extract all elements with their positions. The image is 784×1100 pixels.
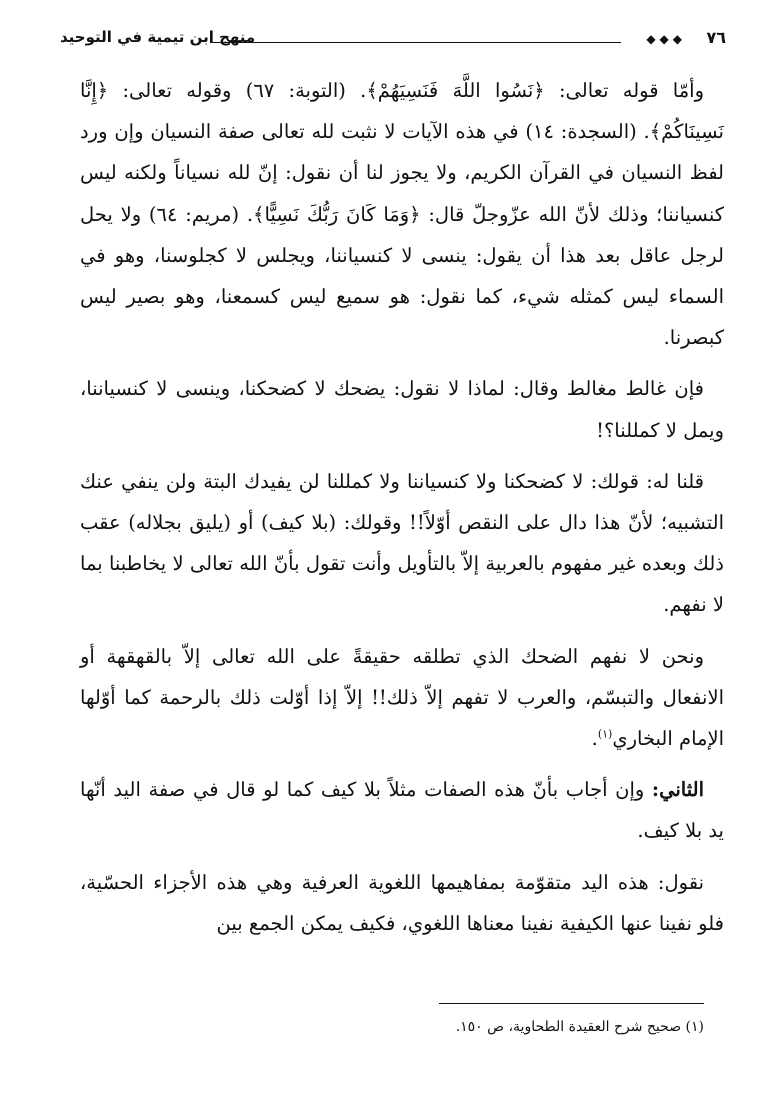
paragraph-text: ونحن لا نفهم الضحك الذي تطلقه حقيقةً على الله تعالى إلاّ بالقهقهة أو الانفعال والتبسّم، والعرب لا تفهم إلاّ ذلك!! إلاّ إذا أوّلت ذلك بالرحمة كما أوّلها الإمام البخاري [80, 644, 724, 751]
footnote-rule [439, 1003, 704, 1004]
paragraph [80, 461, 724, 626]
paragraph-text: وإن أجاب بأنّ هذه الصفات مثلاً بلا كيف كما لو قال في صفة اليد أنّها يد بلا كيف. [80, 778, 724, 843]
paragraph-lead: الثاني: [651, 778, 704, 802]
running-title: منهج ابن تيمية في التوحيد [60, 28, 256, 46]
paragraph-text: قلنا له: قولك: لا كضحكنا ولا كنسياننا ولا كمللنا لن يفيدك البتة ولن ينفي عنك التشبيه؛ لأنّ هذا دال على النقص أوّلاً!! وقولك: (بلا كيف) أو (يليق بجلاله) عقب ذلك وبعده غير مفهوم بالعربية إلاّ بالتأويل وأنت تقول بأنّ الله تعالى لا يخاطبنا بما لا نفهم. [80, 469, 724, 617]
page-header [60, 26, 726, 56]
page-number: ٧٦ [706, 28, 726, 47]
footnote: (١) صحيح شرح العقيدة الطحاوية، ص ١٥٠. [455, 1019, 704, 1035]
header-rule [210, 42, 621, 43]
paragraph: ونحن لا نفهم الضحك الذي تطلقه حقيقةً على الله تعالى إلاّ بالقهقهة أو الانفعال والتبسّم، والعرب لا تفهم إلاّ ذلك!! إلاّ إذا أوّلت ذلك بالرحمة كما أوّلها الإمام البخاري$^{(١)}$. [80, 644, 724, 751]
paragraph-text: نقول: هذه اليد متقوّمة بمفاهيمها اللغوية العرفية وهي هذه الأجزاء الحسّية، فلو نفينا عنها الكيفية نفينا معناها اللغوي، فكيف يمكن الجمع بين [80, 870, 724, 935]
paragraph [80, 862, 724, 944]
paragraph [80, 368, 724, 450]
paragraph-text: فإن غالط مغالط وقال: لماذا لا نقول: يضحك لا كضحكنا، وينسى لا كنسياننا، ويمل لا كمللنا؟! [80, 377, 724, 442]
footnote-marker[interactable]: (١) [597, 727, 613, 741]
paragraph-text: وأمّا قوله تعالى: ﴿نَسُوا اللَّهَ فَنَسِيَهُمْ﴾. (التوبة: ٦٧) وقوله تعالى: ﴿إِنَّا نَسِينَاكُمْ﴾. (السجدة: ١٤) في هذه الآيات لا نثبت لله تعالى صفة النسيان وإن ورد لفظ النسيان في القرآن الكريم، ولا يجوز لنا أن نقول: إنّ لله نسياناً ولكنه ليس كنسياننا؛ وذلك لأنّ الله عزّوجلّ قال: ﴿وَمَا كَانَ رَبُّكَ نَسِيًّا﴾. (مريم: ٦٤) ولا يحل لرجل عاقل بعد هذا أن يقول: ينسى لا كنسياننا، ويجلس لا كجلوسنا، وهو في السماء ليس كمثله شيء، كما نقول: هو سميع ليس كسمعنا، وهو بصير ليس كبصرنا. [80, 79, 724, 350]
paragraph [80, 769, 724, 851]
diamond-ornament-icon: ◆◆◆ [646, 32, 686, 46]
body-text [80, 70, 724, 954]
paragraph [80, 70, 724, 358]
